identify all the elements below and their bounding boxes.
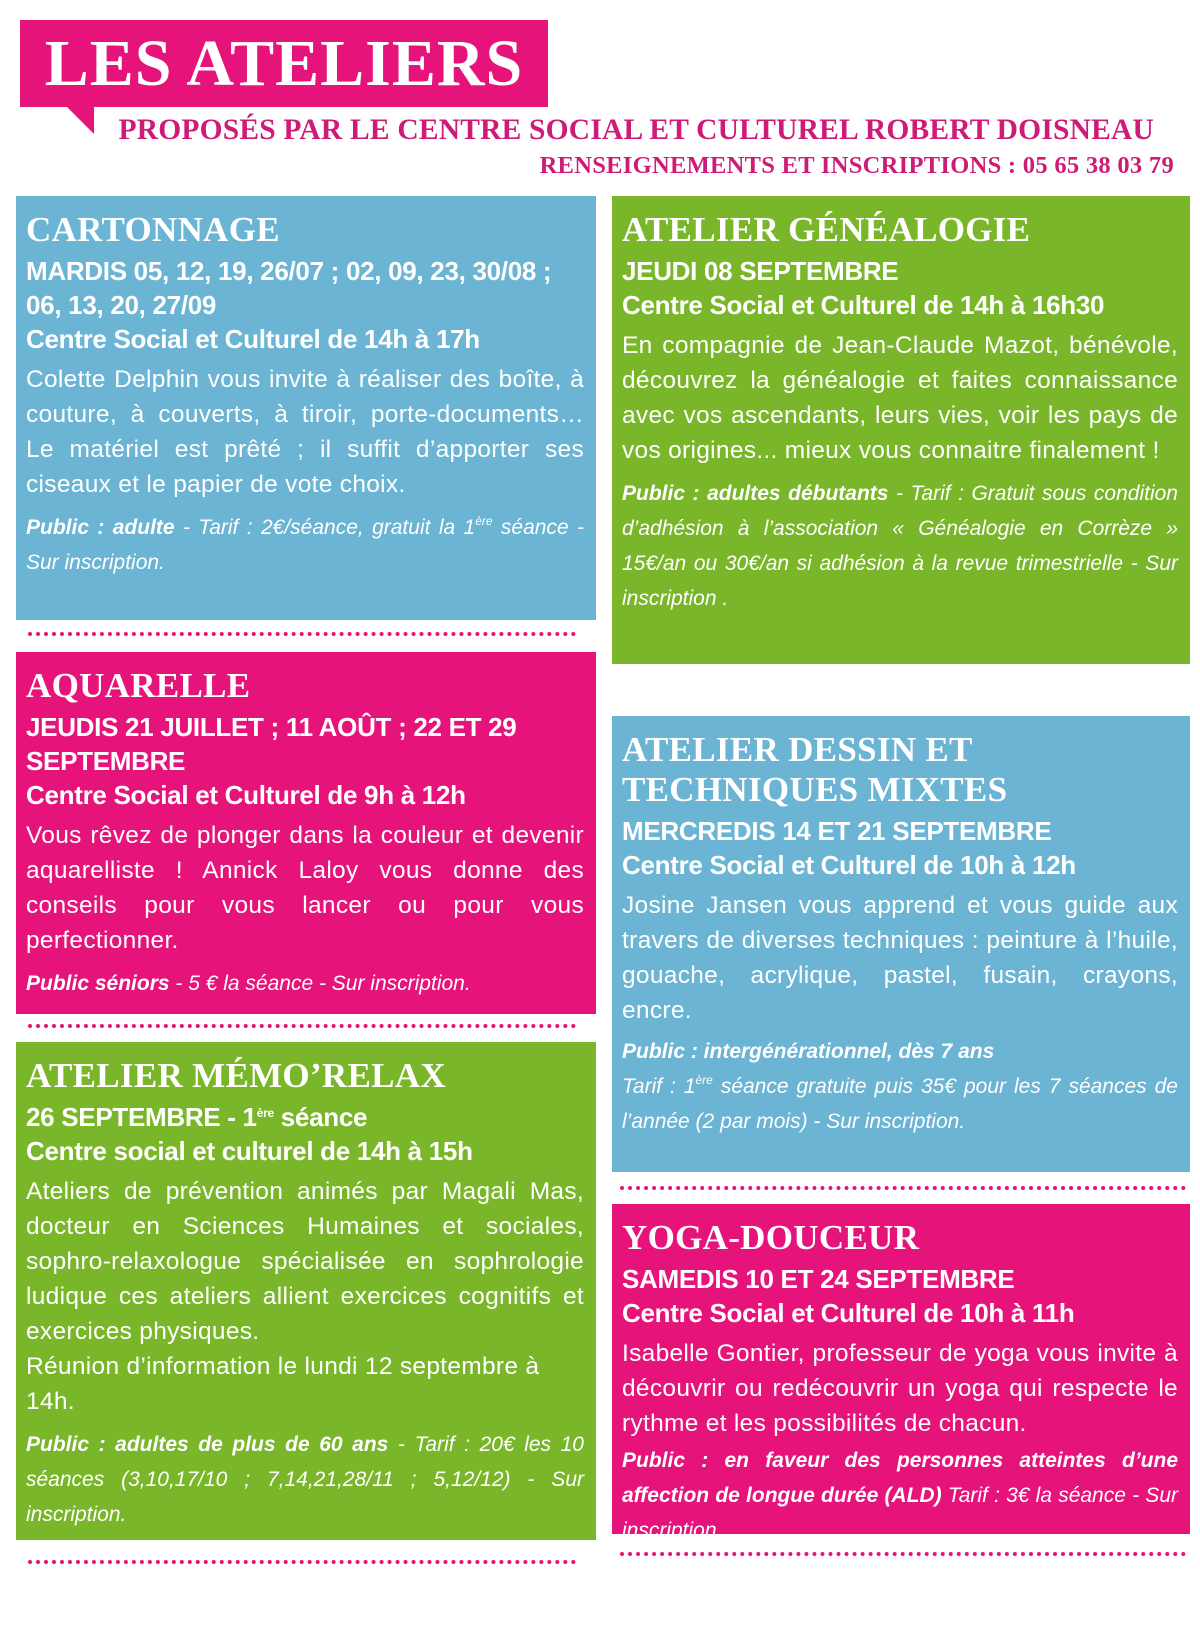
public-label: Public : adulte: [26, 516, 175, 539]
card-description: Vous rêvez de plonger dans la couleur et devenir aquarelliste ! Annick Laloy vous donne des conseils pour vous lancer ou pour vous perfectionner.: [26, 822, 584, 954]
card-cartonnage: [16, 196, 596, 620]
card-location: Centre Social et Culturel de 10h à 11h: [622, 1298, 1075, 1328]
card-dates: JEUDIS 21 JUILLET ; 11 AOÛT ; 22 ET 29 SEPTEMBRE: [26, 712, 517, 776]
card-info: [26, 510, 584, 580]
card-description: Josine Jansen vous apprend et vous guide aux travers de diverses techniques : peinture à l’huile, gouache, acrylique, pastel, fusain, crayons, encre.: [622, 892, 1178, 1024]
card-info: [622, 1034, 1178, 1139]
card-location: Centre Social et Culturel de 14h à 16h30: [622, 290, 1105, 320]
contact-info: RENSEIGNEMENTS ET INSCRIPTIONS : 05 65 38 03 79: [539, 152, 1174, 179]
card-dessin: [612, 716, 1190, 1172]
card-memo-relax: [16, 1042, 596, 1540]
page-subtitle: PROPOSÉS PAR LE CENTRE SOCIAL ET CULTUREL ROBERT DOISNEAU: [118, 114, 1154, 146]
card-genealogie: [612, 196, 1190, 664]
info-text: séance gratuite puis 35€ pour les 7 séances de l’année (2 par mois) - Sur inscription.: [622, 1075, 1178, 1133]
card-title: AQUARELLE: [26, 666, 251, 705]
dates-text: 26 SEPTEMBRE - 1: [26, 1102, 257, 1132]
card-title: ATELIER MÉMO’RELAX: [26, 1056, 446, 1095]
card-description-2: Réunion d’information le lundi 12 septembre à 14h.: [26, 1353, 540, 1415]
public-label: Public séniors: [26, 972, 170, 995]
dates-sup: ère: [256, 1106, 274, 1120]
card-location: Centre Social et Culturel de 10h à 12h: [622, 850, 1076, 880]
speech-bubble-tail: [66, 106, 94, 134]
card-description: En compagnie de Jean-Claude Mazot, bénévole, découvrez la généalogie et faites connaissance avec vos ascendants, leurs vies, voir les pays de vos origines... mieux vous connaitre finalement !: [622, 332, 1178, 464]
card-dates: JEUDI 08 SEPTEMBRE: [622, 256, 899, 286]
card-title: ATELIER DESSIN ET TECHNIQUES MIXTES: [622, 730, 1008, 809]
card-aquarelle: [16, 652, 596, 1014]
dotted-divider: [28, 1024, 576, 1028]
card-yoga: [612, 1204, 1190, 1542]
info-text: - 5 € la séance - Sur inscription.: [169, 972, 471, 995]
card-info: [622, 1443, 1178, 1548]
card-info: [622, 476, 1178, 616]
dotted-divider: [620, 1552, 1186, 1556]
dotted-divider: [620, 1186, 1186, 1190]
card-title: ATELIER GÉNÉALOGIE: [622, 210, 1031, 249]
public-label: Public : adultes débutants: [622, 482, 889, 505]
dotted-divider: [28, 1560, 576, 1564]
info-text: Tarif : 1: [622, 1075, 696, 1098]
info-text: - Tarif : Gratuit sous condition d’adhésion à l’association « Généalogie en Corrèze » 15€/an ou 30€/an si adhésion à la revue trimestrielle - Sur inscription .: [622, 482, 1178, 610]
card-location: Centre social et culturel de 14h à 15h: [26, 1136, 473, 1166]
card-dates: [26, 1100, 584, 1134]
info-sup: ère: [695, 1073, 713, 1087]
dotted-divider: [28, 632, 576, 636]
card-title: YOGA-DOUCEUR: [622, 1218, 920, 1257]
public-label: Public : en faveur des personnes atteintes d’une affection de longue durée (ALD): [622, 1449, 1178, 1507]
card-info: [26, 1427, 584, 1532]
card-description: Isabelle Gontier, professeur de yoga vous invite à découvrir ou redécouvrir un yoga qui respecte le rythme et les possibilités de chacun.: [622, 1340, 1178, 1437]
info-text: Tarif : 3€ la séance - Sur inscription.: [622, 1484, 1178, 1542]
info-text: - Tarif : 2€/séance, gratuit la 1: [174, 516, 476, 539]
card-dates: MARDIS 05, 12, 19, 26/07 ; 02, 09, 23, 30/08 ; 06, 13, 20, 27/09: [26, 256, 552, 320]
page-title: LES ATELIERS: [44, 27, 524, 100]
card-location: Centre Social et Culturel de 9h à 12h: [26, 780, 466, 810]
card-info: [26, 966, 584, 1001]
card-description: Colette Delphin vous invite à réaliser des boîte, à couture, à couverts, à tiroir, porte-documents… Le matériel est prêté ; il suffit d’apporter ses ciseaux et le papier de vote choix.: [26, 366, 584, 498]
info-text: séance - Sur inscription.: [26, 516, 585, 574]
card-dates: MERCREDIS 14 ET 21 SEPTEMBRE: [622, 816, 1052, 846]
info-text: - Tarif : 20€ les 10 séances (3,10,17/10 ; 7,14,21,28/11 ; 5,12/12) - Sur inscription.: [26, 1433, 584, 1526]
dates-text: séance: [273, 1102, 368, 1132]
info-sup: ère: [475, 514, 493, 528]
card-location: Centre Social et Culturel de 14h à 17h: [26, 324, 480, 354]
card-title: CARTONNAGE: [26, 210, 280, 249]
public-label: Public : intergénérationnel, dès 7 ans: [622, 1040, 995, 1063]
card-dates: SAMEDIS 10 ET 24 SEPTEMBRE: [622, 1264, 1015, 1294]
card-description: Ateliers de prévention animés par Magali Mas, docteur en Sciences Humaines et sociales, sophro-relaxologue spécialisée en sophrologie ludique ces ateliers allient exercices cognitifs et exercices physiques.: [26, 1178, 584, 1345]
public-label: Public : adultes de plus de 60 ans: [26, 1433, 389, 1456]
